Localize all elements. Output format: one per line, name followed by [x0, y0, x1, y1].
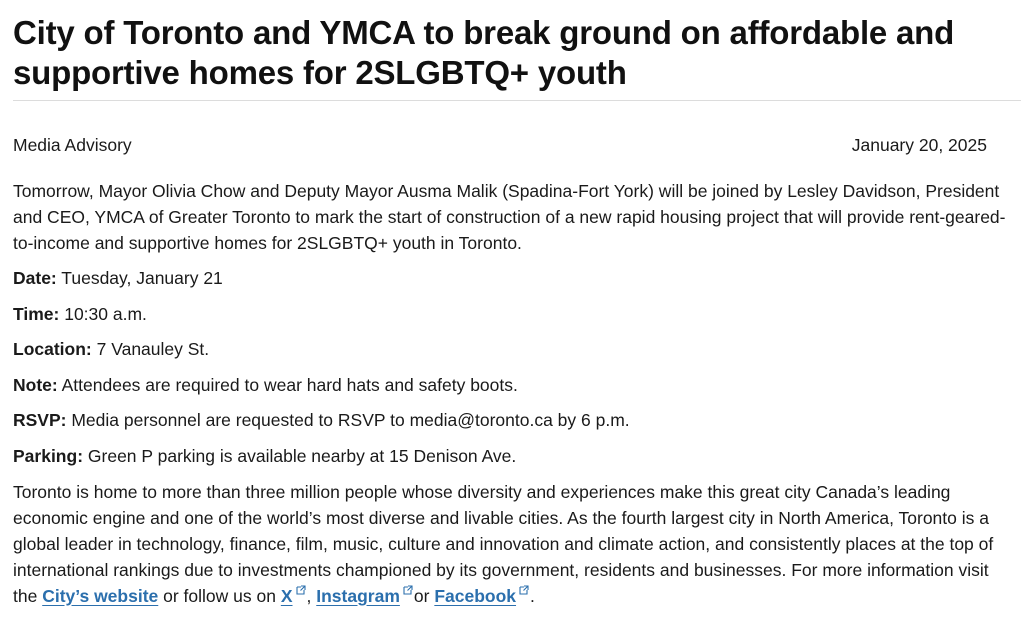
- instagram-link-label: Instagram: [316, 585, 400, 606]
- detail-value: 7 Vanauley St.: [91, 339, 210, 360]
- x-link-label: X: [280, 585, 293, 606]
- external-link-icon: [296, 585, 306, 595]
- facebook-link-label: Facebook: [434, 585, 517, 606]
- city-website-link[interactable]: City’s website: [42, 585, 159, 606]
- detail-rsvp: [13, 407, 1008, 433]
- facebook-link[interactable]: [434, 586, 530, 606]
- follow-text: or follow us on: [158, 585, 281, 606]
- intro-paragraph: Tomorrow, Mayor Olivia Chow and Deputy Mayor Ausma Malik (Spadina-Fort York) will be joined by Lesley Davidson, President and CEO, YMCA of Greater Toronto to mark the start of construction of a new rapid housing project that will provide rent-geared-to-income and supportive homes for 2SLGBTQ+ youth in Toronto.: [13, 181, 1006, 253]
- external-link-icon: [403, 585, 413, 595]
- advisory-type: Media Advisory: [13, 135, 132, 155]
- comma-text: ,: [306, 585, 317, 606]
- detail-parking: [13, 443, 1008, 469]
- or-text: or: [413, 585, 435, 606]
- detail-value: Green P parking is available nearby at 15 Denison Ave.: [83, 445, 517, 466]
- detail-value: Attendees are required to wear hard hats and safety boots.: [57, 374, 518, 395]
- advisory-date: January 20, 2025: [851, 135, 987, 155]
- x-link[interactable]: [281, 586, 307, 606]
- detail-value: Tuesday, January 21: [56, 268, 223, 288]
- article-body: [13, 178, 1008, 609]
- detail-label: RSVP:: [13, 410, 67, 431]
- instagram-link[interactable]: [316, 586, 414, 606]
- detail-label: Time:: [13, 303, 60, 324]
- external-link-icon: [519, 585, 529, 595]
- detail-note: [13, 372, 1008, 398]
- detail-date: [13, 265, 1008, 291]
- advisory-meta: [13, 134, 987, 156]
- page-title: City of Toronto and YMCA to break ground on affordable and supportive homes for 2SLGBTQ+ youth: [13, 14, 955, 91]
- detail-value: Media personnel are requested to RSVP to media@toronto.ca by 6 p.m.: [66, 410, 630, 431]
- detail-value: 10:30 a.m.: [59, 303, 147, 324]
- detail-time: [13, 301, 1008, 327]
- detail-label: Date:: [13, 268, 57, 288]
- detail-label: Parking:: [13, 445, 84, 466]
- about-text: Toronto is home to more than three million people whose diversity and experiences make this great city Canada’s leading economic engine and one of the world’s most diverse and livable cities. As the fourth largest city in North America, Toronto is a global leader in technology, finance, film, music, culture and innovation and climate action, and consistently places at the top of international rankings due to investments championed by its government, residents and businesses. For more information visit the: [13, 481, 994, 606]
- end-text: .: [530, 585, 535, 606]
- about-paragraph: [13, 479, 1008, 609]
- title-divider: [13, 100, 1021, 101]
- detail-label: Location:: [13, 339, 92, 360]
- detail-label: Note:: [13, 374, 58, 395]
- detail-location: [13, 336, 1008, 362]
